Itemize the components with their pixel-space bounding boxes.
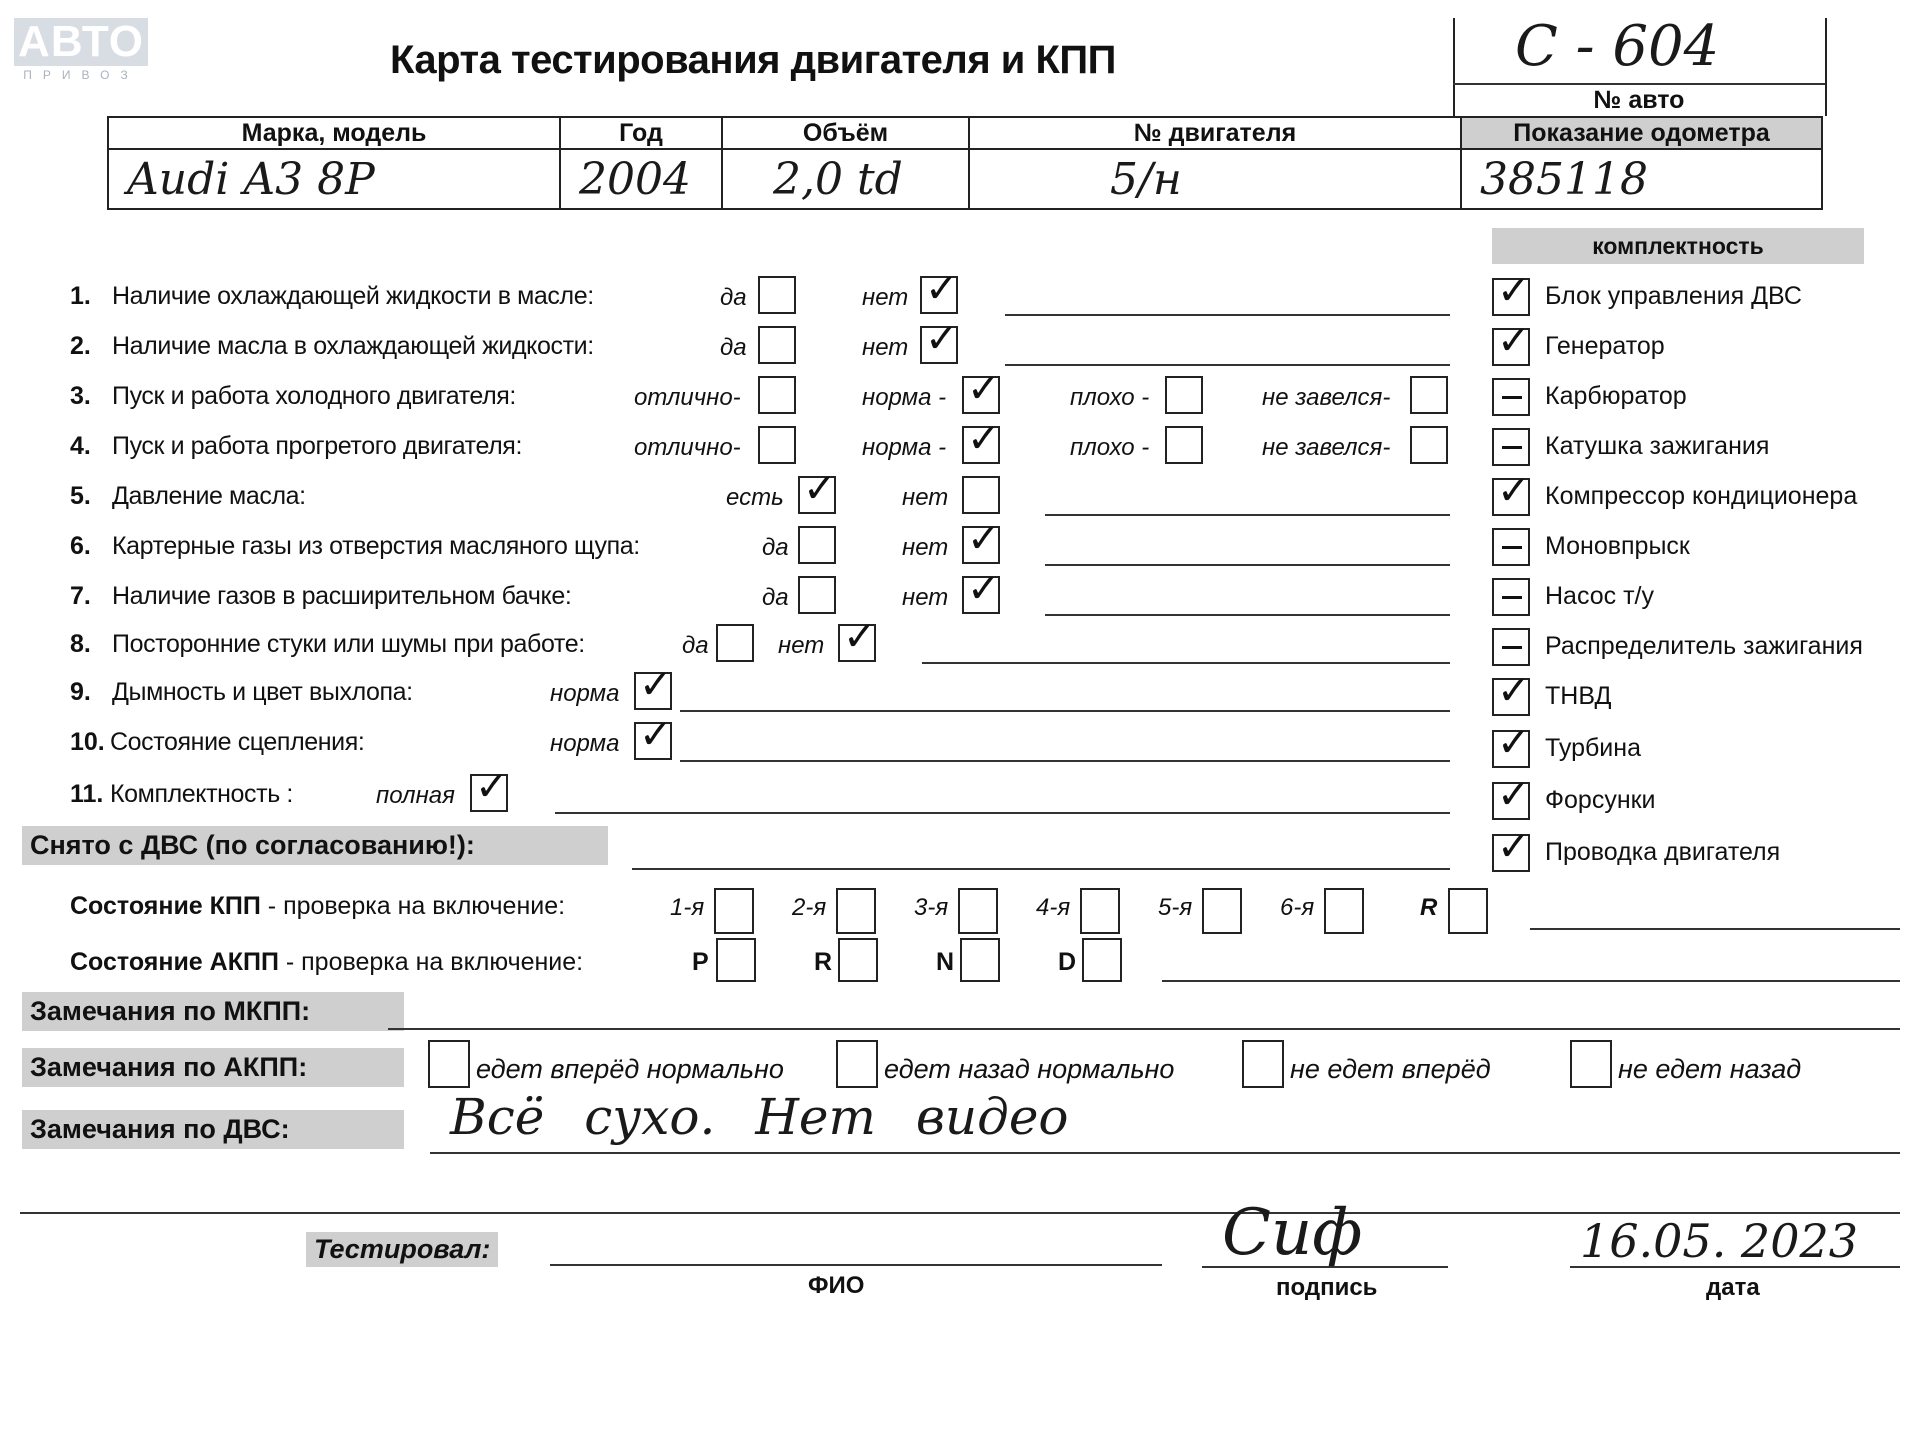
option-label: норма [550,730,620,757]
question-text: Наличие масла в охлаждающей жидкости: [112,332,594,360]
option-checkbox[interactable] [962,576,1000,614]
option-checkbox[interactable] [920,326,958,364]
vehicle-info-table [107,116,1823,210]
col-engine-number: № двигателя [969,117,1461,149]
kit-checkbox-3[interactable] [1492,378,1530,416]
question-text: Пуск и работа холодного двигателя: [112,382,516,410]
kit-checkbox-12[interactable] [1492,834,1530,872]
option-label: не завелся- [1262,434,1391,461]
remarks-dvs-label: Замечания по ДВС: [22,1110,404,1149]
gear-label: 6-я [1280,894,1315,921]
question-number: 3. [70,382,91,410]
car-number-label: № авто [1593,86,1685,114]
page-title: Карта тестирования двигателя и КПП [390,38,1116,82]
question-text: Состояние сцепления: [110,728,365,756]
kit-label: Моновпрыск [1545,532,1690,560]
kit-checkbox-7[interactable] [1492,578,1530,616]
fio-label: ФИО [808,1272,865,1299]
option-checkbox[interactable] [798,476,836,514]
gear-label: R [1420,894,1438,921]
option-checkbox[interactable] [470,774,508,812]
gear-label: 3-я [914,894,949,921]
option-label: есть [726,484,784,511]
gear-checkbox[interactable] [714,888,754,934]
col-odometer: Показание одометра [1461,117,1822,149]
akpp-remark-label: едет назад нормально [884,1054,1175,1084]
answer-line [555,812,1450,814]
option-label: норма [550,680,620,707]
signature-label: подпись [1276,1274,1378,1301]
gear-label: 4-я [1036,894,1071,921]
question-text: Наличие охлаждающей жидкости в масле: [112,282,594,310]
option-label: нет [902,484,949,511]
question-number: 1. [70,282,91,310]
akpp-mode-checkbox[interactable] [1082,938,1122,982]
option-label: отлично- [634,384,741,411]
option-label: да [720,284,747,311]
question-text: Дымность и цвет выхлопа: [112,678,413,706]
kpp-label-rest: - проверка на включение: [260,892,566,920]
option-checkbox[interactable] [1410,426,1448,464]
value-volume: 2,0 td [722,149,969,209]
option-checkbox[interactable] [920,276,958,314]
question-number: 11. [70,780,104,808]
option-checkbox[interactable] [634,722,672,760]
col-make-model: Марка, модель [108,117,560,149]
question-text: Давление масла: [112,482,306,510]
value-odometer: 385118 [1461,149,1822,209]
option-checkbox[interactable] [962,526,1000,564]
option-checkbox[interactable] [1165,426,1203,464]
option-label: норма - [862,384,947,411]
option-checkbox[interactable] [1165,376,1203,414]
option-label: не завелся- [1262,384,1391,411]
kit-checkbox-8[interactable] [1492,628,1530,666]
akpp-mode-label: P [692,948,709,976]
akpp-remark-label: не едет назад [1618,1054,1802,1084]
gear-checkbox[interactable] [1080,888,1120,934]
remarks-akpp-label: Замечания по АКПП: [22,1048,404,1087]
option-checkbox[interactable] [962,426,1000,464]
option-label: да [720,334,747,361]
kit-checkbox-1[interactable] [1492,278,1530,316]
option-label: да [762,534,789,561]
kit-label: Проводка двигателя [1545,838,1781,866]
akpp-remark-checkbox[interactable] [428,1040,470,1088]
kit-checkbox-9[interactable] [1492,678,1530,716]
akpp-mode-checkbox[interactable] [716,938,756,982]
option-checkbox[interactable] [838,624,876,662]
answer-line [680,760,1450,762]
option-checkbox[interactable] [758,376,796,414]
car-number-value: C - 604 [1515,14,1720,79]
question-text: Пуск и работа прогретого двигателя: [112,432,522,460]
removed-label: Снято с ДВС (по согласованию!): [22,826,608,865]
akpp-remark-checkbox[interactable] [836,1040,878,1088]
question-number: 5. [70,482,91,510]
option-checkbox[interactable] [798,576,836,614]
gear-label: 1-я [670,894,705,921]
question-number: 10. [70,728,105,756]
col-year: Год [560,117,722,149]
value-make-model: Audi A3 8P [108,149,560,209]
kit-title: комплектность [1492,228,1864,264]
option-checkbox[interactable] [758,426,796,464]
date-value: 16.05. 2023 [1580,1214,1858,1268]
gear-checkbox[interactable] [836,888,876,934]
date-label: дата [1706,1274,1760,1301]
option-checkbox[interactable] [716,624,754,662]
answer-line [680,710,1450,712]
kit-label: Турбина [1545,734,1641,762]
option-label: нет [902,534,949,561]
kpp-label [70,892,565,921]
answer-line [922,662,1450,664]
kit-checkbox-4[interactable] [1492,428,1530,466]
answer-line [1005,314,1450,316]
akpp-mode-label: D [1058,948,1077,976]
value-engine-number: 5/н [969,149,1461,209]
option-checkbox[interactable] [798,526,836,564]
question-number: 7. [70,582,91,610]
kit-label: Карбюратор [1545,382,1687,410]
remarks-mkpp-label: Замечания по МКПП: [22,992,404,1031]
kit-label: Генератор [1545,332,1665,360]
answer-line [1005,364,1450,366]
gear-checkbox[interactable] [958,888,998,934]
kit-label: Распределитель зажигания [1545,632,1863,660]
remarks-dvs-value: Всё сухо. Нет видео [450,1088,1069,1146]
option-checkbox[interactable] [634,672,672,710]
kit-label: Компрессор кондиционера [1545,482,1858,510]
question-number: 6. [70,532,91,560]
akpp-remark-label: едет вперёд нормально [476,1054,784,1084]
akpp-label-bold: Состояние АКПП [70,948,279,976]
col-volume: Объём [722,117,969,149]
akpp-remark-label: не едет вперёд [1290,1054,1491,1084]
akpp-label-rest: - проверка на включение: [278,948,584,976]
option-checkbox[interactable] [758,276,796,314]
gear-label: 5-я [1158,894,1193,921]
option-checkbox[interactable] [962,376,1000,414]
kit-checkbox-5[interactable] [1492,478,1530,516]
question-text: Картерные газы из отверстия масляного щупа: [112,532,640,560]
answer-line [1045,514,1450,516]
akpp-label [70,948,583,977]
gear-checkbox[interactable] [1448,888,1488,934]
option-checkbox[interactable] [758,326,796,364]
kit-checkbox-6[interactable] [1492,528,1530,566]
kit-checkbox-11[interactable] [1492,782,1530,820]
question-text: Комплектность : [110,780,293,808]
option-label: нет [902,584,949,611]
option-label: отлично- [634,434,741,461]
kit-label: ТНВД [1545,682,1612,710]
value-year: 2004 [560,149,722,209]
option-label: да [682,632,709,659]
option-checkbox[interactable] [1410,376,1448,414]
question-text: Посторонние стуки или шумы при работе: [112,630,585,658]
option-label: нет [862,334,909,361]
akpp-remark-checkbox[interactable] [1242,1040,1284,1088]
option-label: норма - [862,434,947,461]
gear-checkbox[interactable] [1202,888,1242,934]
kpp-label-bold: Состояние КПП [70,892,261,920]
option-label: да [762,584,789,611]
kit-checkbox-10[interactable] [1492,730,1530,768]
akpp-mode-label: N [936,948,955,976]
signature: Сиф [1222,1196,1363,1270]
kit-checkbox-2[interactable] [1492,328,1530,366]
gear-checkbox[interactable] [1324,888,1364,934]
akpp-remark-checkbox[interactable] [1570,1040,1612,1088]
akpp-mode-label: R [814,948,833,976]
tested-label: Тестировал: [306,1232,498,1267]
kit-label: Форсунки [1545,786,1656,814]
question-number: 2. [70,332,91,360]
option-label: нет [862,284,909,311]
kit-label: Насос т/у [1545,582,1654,610]
option-label: плохо - [1070,434,1150,461]
answer-line [1045,614,1450,616]
akpp-mode-checkbox[interactable] [838,938,878,982]
logo-main-text: АВТО [14,18,148,66]
option-label: полная [376,782,455,809]
kit-label: Блок управления ДВС [1545,282,1802,310]
question-number: 4. [70,432,91,460]
question-number: 9. [70,678,91,706]
logo [14,17,148,82]
question-number: 8. [70,630,91,658]
option-checkbox[interactable] [962,476,1000,514]
kit-label: Катушка зажигания [1545,432,1770,460]
question-text: Наличие газов в расширительном бачке: [112,582,572,610]
gear-label: 2-я [792,894,827,921]
option-label: нет [778,632,825,659]
akpp-mode-checkbox[interactable] [960,938,1000,982]
logo-sub-text: ПРИВОЗ [23,68,139,82]
answer-line [1045,564,1450,566]
option-label: плохо - [1070,384,1150,411]
